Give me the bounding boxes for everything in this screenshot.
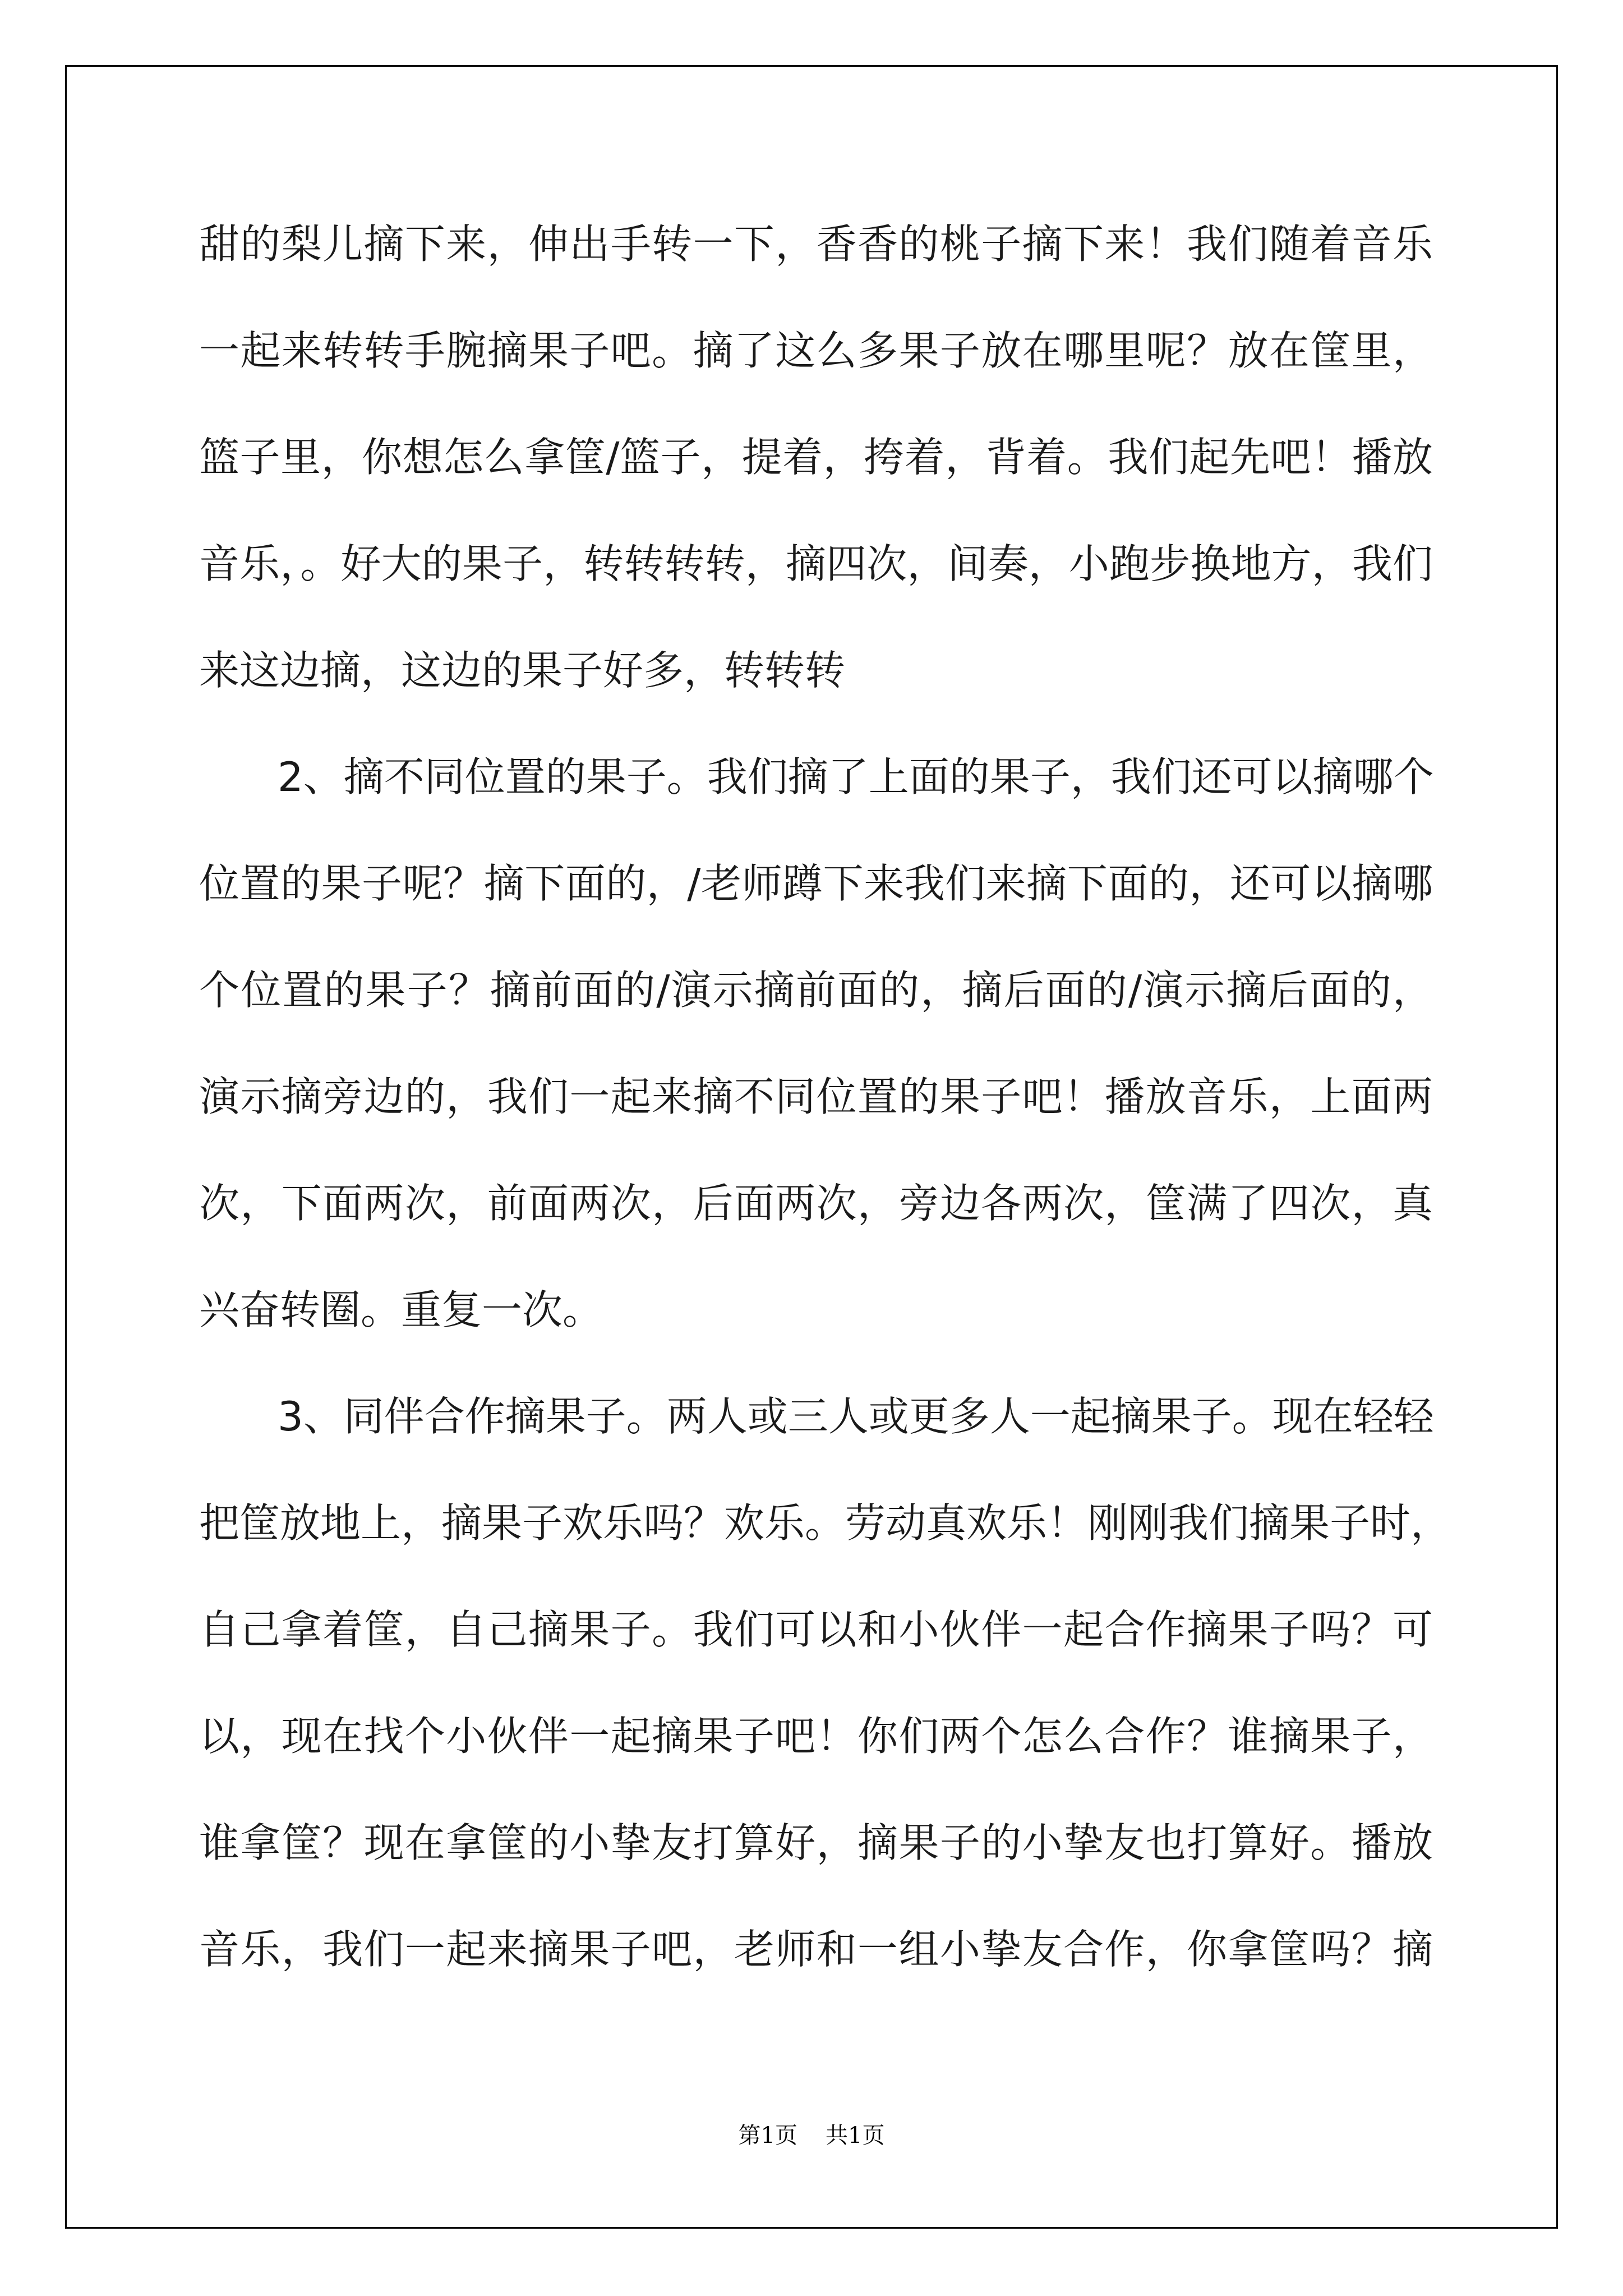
text-line: 3、同伴合作摘果子。两人或三人或更多人一起摘果子。现在轻轻 <box>278 1393 1434 1440</box>
text-line: 一起来转转手腕摘果子吧。摘了这么多果子放在哪里呢？放在筐里， <box>199 327 1433 374</box>
text-line: 音乐，我们一起来摘果子吧，老师和一组小挚友合作，你拿筐吗？摘 <box>199 1926 1433 1973</box>
page-footer <box>0 2118 1623 2150</box>
text-line: 自己拿着筐，自己摘果子。我们可以和小伙伴一起合作摘果子吗？可 <box>199 1606 1433 1653</box>
text-line: 次，下面两次，前面两次，后面两次，旁边各两次，筐满了四次，真 <box>199 1180 1433 1227</box>
text-line: 兴奋转圈。重复一次。 <box>199 1286 603 1333</box>
page-number: 第1页 <box>738 2123 797 2148</box>
text-line: 甜的梨儿摘下来，伸出手转一下，香香的桃子摘下来！我们随着音乐 <box>199 220 1433 268</box>
text-line: 谁拿筐？现在拿筐的小挚友打算好，摘果子的小挚友也打算好。播放 <box>199 1819 1433 1866</box>
text-line: 来这边摘，这边的果子好多，转转转 <box>199 647 846 694</box>
text-line: 位置的果子呢？摘下面的，/老师蹲下来我们来摘下面的，还可以摘哪 <box>199 860 1433 907</box>
text-line: 演示摘旁边的，我们一起来摘不同位置的果子吧！播放音乐，上面两 <box>199 1073 1433 1120</box>
page-total: 共1页 <box>826 2123 885 2148</box>
text-line: 个位置的果子？摘前面的/演示摘前面的，摘后面的/演示摘后面的， <box>199 967 1433 1014</box>
text-line: 2、摘不同位置的果子。我们摘了上面的果子，我们还可以摘哪个 <box>278 753 1434 800</box>
text-line: 把筐放地上，摘果子欢乐吗？欢乐。劳动真欢乐！刚刚我们摘果子时， <box>199 1499 1451 1547</box>
text-line: 音乐，。好大的果子，转转转转，摘四次，间奏，小跑步换地方，我们 <box>199 540 1433 587</box>
text-line: 篮子里，你想怎么拿筐/篮子，提着，挎着，背着。我们起先吧！播放 <box>199 434 1433 481</box>
document-body <box>199 191 1451 2003</box>
text-line: 以，现在找个小伙伴一起摘果子吧！你们两个怎么合作？谁摘果子， <box>199 1713 1433 1760</box>
